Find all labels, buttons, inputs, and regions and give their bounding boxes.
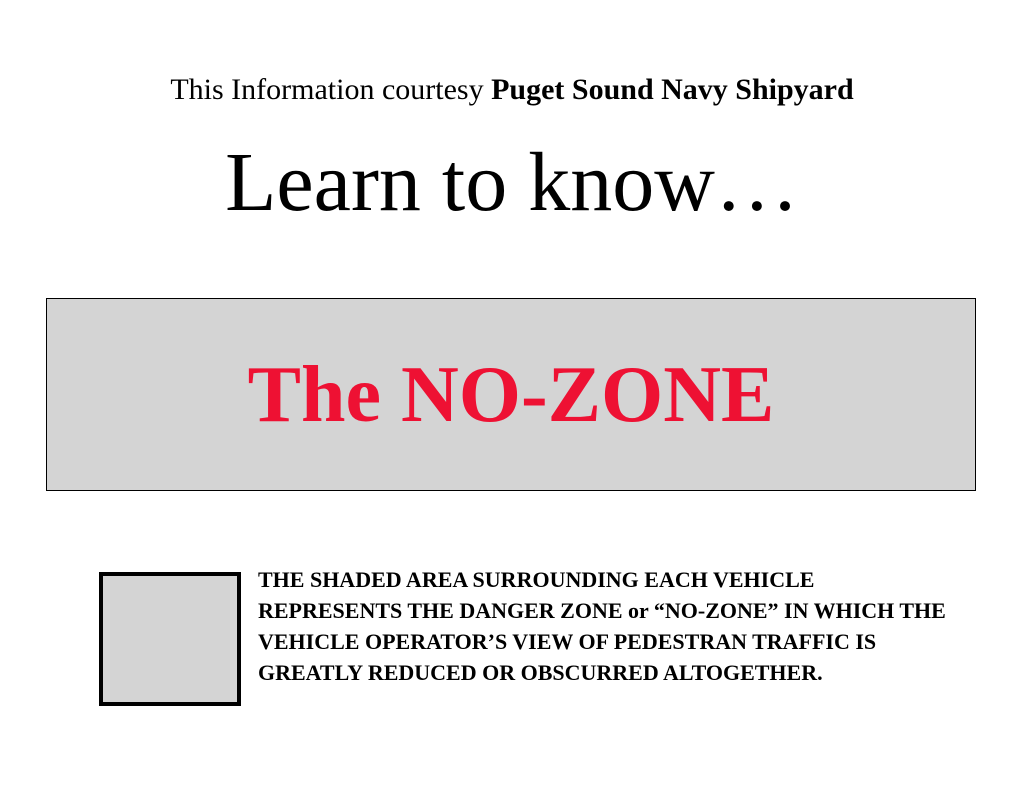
- no-zone-banner: [46, 298, 976, 491]
- page-title: Learn to know…: [225, 136, 799, 229]
- legend-description: THE SHADED AREA SURROUNDING EACH VEHICLE REPRESENTS THE DANGER ZONE or “NO-ZONE” IN WHICH THE VEHICLE OPERATOR’S VIEW OF PEDESTRAN TRAFFIC IS GREATLY REDUCED OR OBSCURRED ALTOGETHER.: [258, 567, 946, 685]
- credit-line: [0, 70, 1024, 110]
- credit-prefix: This Information courtesy: [170, 73, 492, 106]
- banner-title: The NO-ZONE: [247, 350, 775, 439]
- credit-organization: Puget Sound Navy Shipyard: [491, 73, 854, 106]
- shaded-area-swatch: [99, 572, 241, 706]
